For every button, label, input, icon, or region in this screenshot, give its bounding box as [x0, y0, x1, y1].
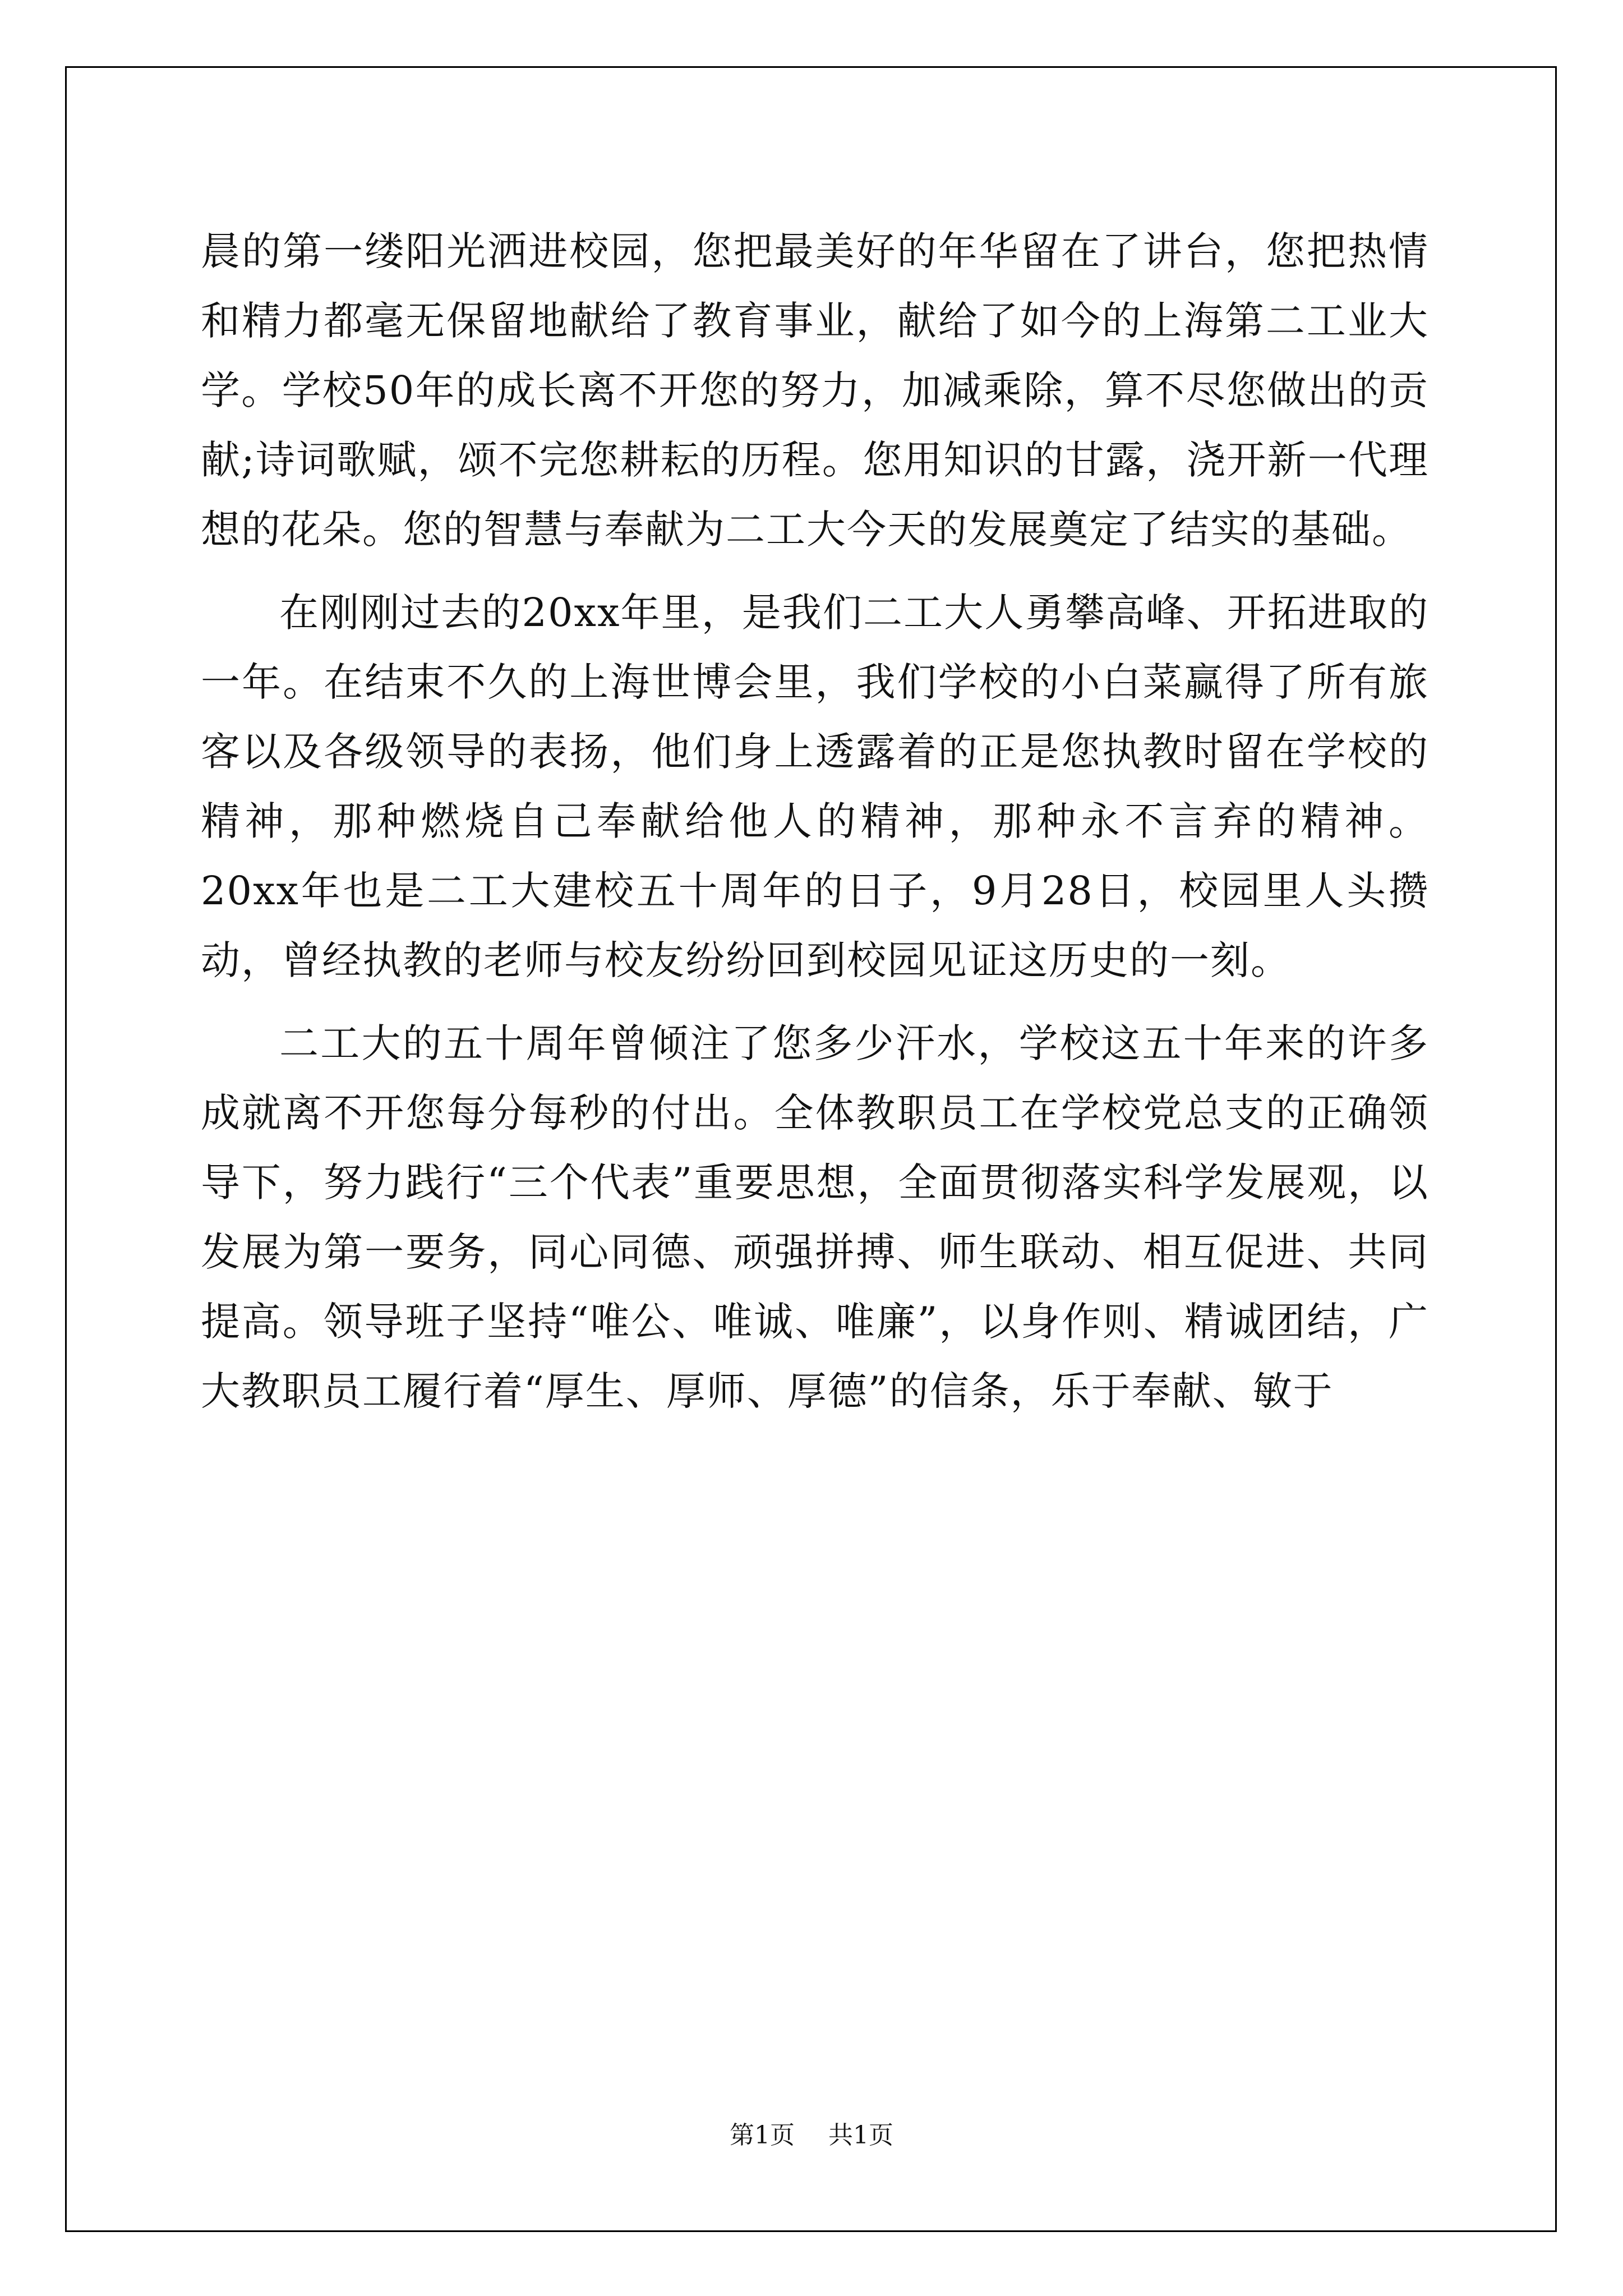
paragraph-3: 二工大的五十周年曾倾注了您多少汗水，学校这五十年来的许多成就离不开您每分每秒的付出。全体教职员工在学校党总支的正确领导下，努力践行“三个代表”重要思想，全面贯彻落实科学发展观，以发展为第一要务，同心同德、顽强拼搏、师生联动、相互促进、共同提高。领导班子坚持“唯公、唯诚、唯廉”，以身作则、精诚团结，广大教职员工履行着“厚生、厚师、厚德”的信条，乐于奉献、敏于 — [201, 1020, 1429, 1414]
document-body — [201, 217, 1429, 1439]
paragraph-1: 晨的第一缕阳光洒进校园，您把最美好的年华留在了讲台，您把热情和精力都毫无保留地献给了教育事业，献给了如今的上海第二工业大学。学校50年的成长离不开您的努力，加减乘除，算不尽您做出的贡献;诗词歌赋，颂不完您耕耘的历程。您用知识的甘露，浇开新一代理想的花朵。您的智慧与奉献为二工大今天的发展奠定了结实的基础。 — [201, 228, 1429, 553]
paragraph-2: 在刚刚过去的20xx年里，是我们二工大人勇攀高峰、开拓进取的一年。在结束不久的上海世博会里，我们学校的小白菜赢得了所有旅客以及各级领导的表扬，他们身上透露着的正是您执教时留在学校的精神，那种燃烧自己奉献给他人的精神，那种永不言弃的精神。20xx年也是二工大建校五十周年的日子，9月28日，校园里人头攒动，曾经执教的老师与校友纷纷回到校园见证这历史的一刻。 — [201, 590, 1429, 983]
page-number-current: 第1页 — [730, 2121, 795, 2150]
page-footer — [0, 2115, 1623, 2151]
page-number-total: 共1页 — [828, 2121, 893, 2150]
